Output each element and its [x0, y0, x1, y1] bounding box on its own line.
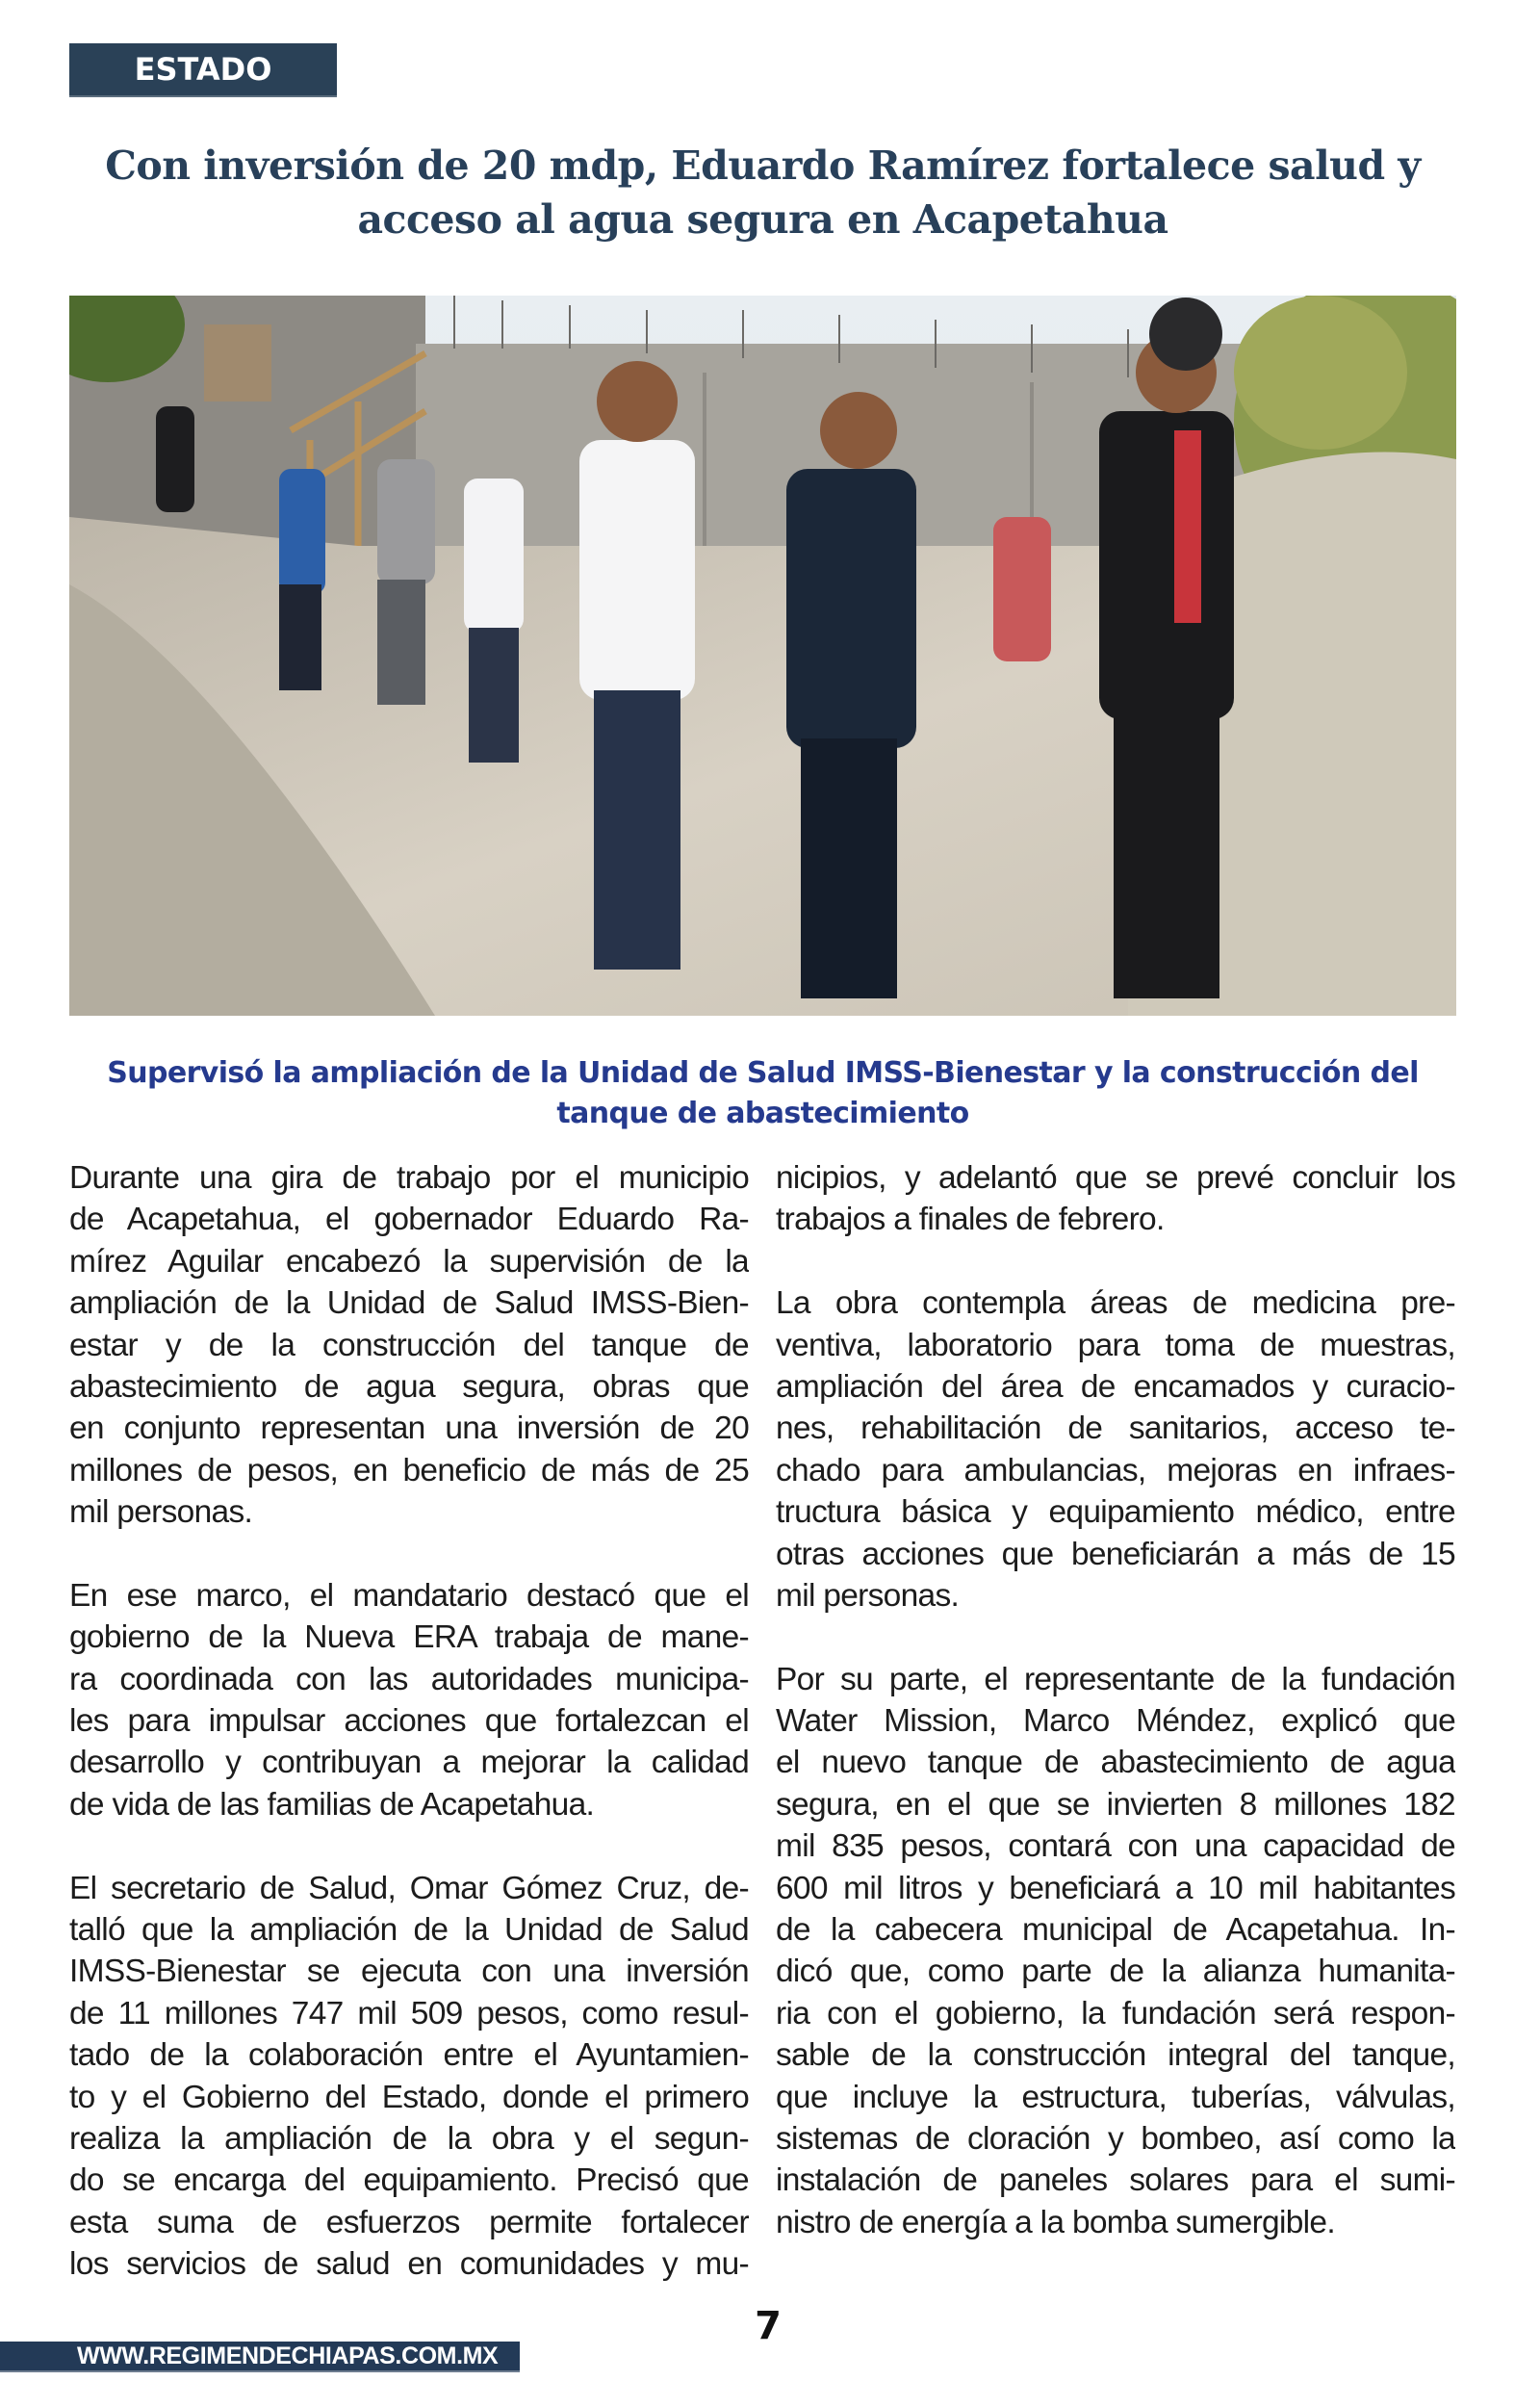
text-line: les para impulsar acciones que fortalezcan el: [69, 1703, 749, 1740]
text-line: Water Mission, Marco Méndez, explicó que: [776, 1703, 1455, 1740]
article-photo: [69, 296, 1456, 1016]
page-number: 7: [755, 2304, 782, 2348]
text-line: mírez Aguilar encabezó la supervisión de la: [69, 1243, 749, 1280]
text-line: nistro de energía a la bomba sumergible.: [776, 2204, 1335, 2240]
text-line: 600 mil litros y beneficiará a 10 mil habitantes: [776, 1870, 1455, 1906]
text-line: sistemas de cloración y bombeo, así como la: [776, 2120, 1455, 2157]
footer-url[interactable]: WWW.REGIMENDECHIAPAS.COM.MX: [77, 2342, 499, 2369]
text-line: mil personas.: [69, 1494, 253, 1531]
subheadline: [69, 1053, 1456, 1134]
text-line: gobierno de la Nueva ERA trabaja de mane-: [69, 1619, 749, 1656]
text-line: en conjunto representan una inversión de 20: [69, 1410, 749, 1447]
text-line: talló que la ampliación de la Unidad de Salud: [69, 1912, 749, 1949]
text-line: tado de la colaboración entre el Ayuntamien-: [69, 2037, 749, 2074]
text-line: ampliación del área de encamados y curacio-: [776, 1368, 1455, 1405]
text-line: mil personas.: [776, 1577, 960, 1614]
paragraph: [69, 1157, 749, 1534]
text-line: de vida de las familias de Acapetahua.: [69, 1786, 595, 1823]
body-column-left: [69, 1157, 749, 2327]
text-line: chado para ambulancias, mejoras en infraes-: [776, 1452, 1455, 1488]
text-line: de Acapetahua, el gobernador Eduardo Ra-: [69, 1202, 749, 1238]
text-line: Durante una gira de trabajo por el municipio: [69, 1160, 749, 1196]
text-line: otras acciones que beneficiarán a más de 15: [776, 1536, 1455, 1572]
text-line: de 11 millones 747 mil 509 pesos, como resul-: [69, 1995, 749, 2032]
text-line: nes, rehabilitación de sanitarios, acceso te-: [776, 1410, 1455, 1447]
text-line: millones de pesos, en beneficio de más de 25: [69, 1452, 749, 1488]
text-line: ria con el gobierno, la fundación será respon-: [776, 1995, 1455, 2032]
headline-line: Con inversión de 20 mdp, Eduardo Ramírez fortalece salud y: [105, 142, 1421, 189]
text-line: sable de la construcción integral del tanque,: [776, 2037, 1455, 2074]
text-line: IMSS-Bienestar se ejecuta con una inversión: [69, 1954, 749, 1990]
text-line: La obra contempla áreas de medicina pre-: [776, 1285, 1455, 1322]
text-line: En ese marco, el mandatario destacó que el: [69, 1577, 749, 1614]
text-line: mil 835 pesos, contará con una capacidad de: [776, 1828, 1455, 1865]
text-line: segura, en el que se invierten 8 millones 182: [776, 1786, 1455, 1823]
text-line: el nuevo tanque de abastecimiento de agua: [776, 1745, 1455, 1781]
text-line: tructura básica y equipamiento médico, entre: [776, 1494, 1455, 1531]
text-line: to y el Gobierno del Estado, donde el primero: [69, 2079, 749, 2115]
section-tag: ESTADO: [69, 43, 337, 97]
text-line: instalación de paneles solares para el sumi-: [776, 2162, 1455, 2199]
paragraph: [69, 1868, 749, 2286]
text-line: ventiva, laboratorio para toma de muestras,: [776, 1327, 1455, 1363]
text-line: desarrollo y contribuyan a mejorar la calidad: [69, 1745, 749, 1781]
paragraph: [776, 1157, 1455, 1241]
text-line: realiza la ampliación de la obra y el segun-: [69, 2120, 749, 2157]
text-line: El secretario de Salud, Omar Gómez Cruz, de-: [69, 1870, 749, 1906]
text-line: dicó que, como parte de la alianza humanita-: [776, 1954, 1455, 1990]
text-line: esta suma de esfuerzos permite fortalecer: [69, 2204, 749, 2240]
text-line: abastecimiento de agua segura, obras que: [69, 1368, 749, 1405]
text-line: do se encarga del equipamiento. Precisó que: [69, 2162, 749, 2199]
headline: [69, 139, 1456, 246]
text-line: trabajos a finales de febrero.: [776, 1202, 1165, 1238]
text-line: de la cabecera municipal de Acapetahua. In-: [776, 1912, 1455, 1949]
photo-image-icon: [69, 296, 1456, 1016]
text-line: estar y de la construcción del tanque de: [69, 1327, 749, 1363]
subheadline-line: tanque de abastecimiento: [556, 1097, 969, 1130]
subheadline-line: Supervisó la ampliación de la Unidad de Salud IMSS-Bienestar y la construcción del: [107, 1056, 1419, 1090]
paragraph: [69, 1575, 749, 1825]
text-line: ampliación de la Unidad de Salud IMSS-Bien-: [69, 1285, 749, 1322]
paragraph: [776, 1659, 1455, 2243]
text-line: los servicios de salud en comunidades y mu-: [69, 2246, 749, 2283]
text-line: Por su parte, el representante de la fundación: [776, 1661, 1455, 1697]
body-column-right: [776, 1157, 1455, 2286]
text-line: nicipios, y adelantó que se prevé concluir los: [776, 1160, 1455, 1196]
text-line: ra coordinada con las autoridades municipa-: [69, 1661, 749, 1697]
paragraph: [776, 1282, 1455, 1617]
headline-line: acceso al agua segura en Acapetahua: [357, 196, 1168, 243]
text-line: que incluye la estructura, tuberías, válvulas,: [776, 2079, 1455, 2115]
